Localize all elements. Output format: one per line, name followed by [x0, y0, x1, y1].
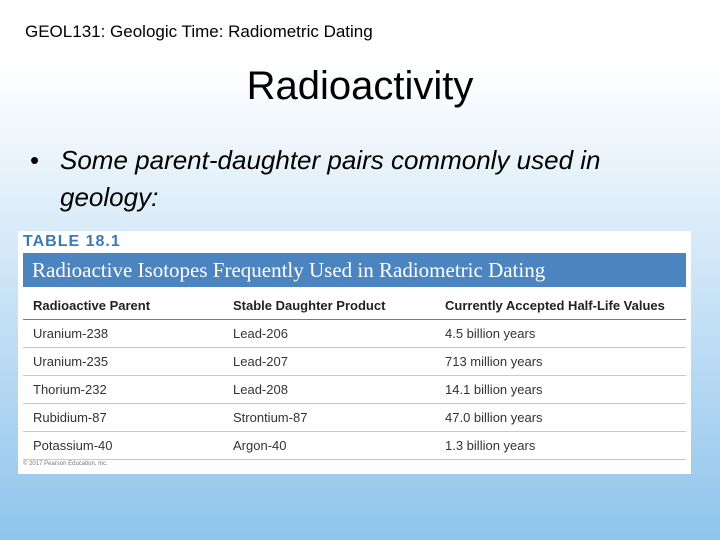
table-row: [23, 376, 686, 404]
table-cell: Rubidium-87: [23, 404, 223, 432]
table-cell: 1.3 billion years: [435, 432, 686, 460]
table-cell: Uranium-238: [23, 320, 223, 348]
table-cell: Argon-40: [223, 432, 435, 460]
column-header: Radioactive Parent: [23, 291, 223, 320]
slide-title: Radioactivity: [246, 64, 474, 108]
table-header-row: [23, 291, 686, 320]
table-row: [23, 348, 686, 376]
table-cell: Lead-206: [223, 320, 435, 348]
bullet-text: Some parent-daughter pairs commonly used in geology:: [60, 145, 601, 212]
bullet-point: [30, 142, 670, 216]
bullet-marker: •: [30, 145, 40, 175]
table-cell: Strontium-87: [223, 404, 435, 432]
table-number: TABLE 18.1: [23, 233, 121, 250]
table-row: [23, 404, 686, 432]
table-cell: 14.1 billion years: [435, 376, 686, 404]
table-row: [23, 432, 686, 460]
table-caption: Radioactive Isotopes Frequently Used in Radiometric Dating: [23, 253, 686, 287]
course-header: GEOL131: Geologic Time: Radiometric Dating: [25, 22, 373, 41]
table-row: [23, 320, 686, 348]
table-cell: 4.5 billion years: [435, 320, 686, 348]
copyright-notice: © 2017 Pearson Education, Inc.: [23, 461, 108, 467]
isotope-table: [23, 291, 686, 460]
table-cell: Thorium-232: [23, 376, 223, 404]
column-header: Stable Daughter Product: [223, 291, 435, 320]
isotope-table-figure: [18, 231, 691, 474]
table-cell: Lead-208: [223, 376, 435, 404]
table-cell: 47.0 billion years: [435, 404, 686, 432]
table-cell: Lead-207: [223, 348, 435, 376]
table-cell: Potassium-40: [23, 432, 223, 460]
table-cell: Uranium-235: [23, 348, 223, 376]
table-cell: 713 million years: [435, 348, 686, 376]
column-header: Currently Accepted Half-Life Values: [435, 291, 686, 320]
